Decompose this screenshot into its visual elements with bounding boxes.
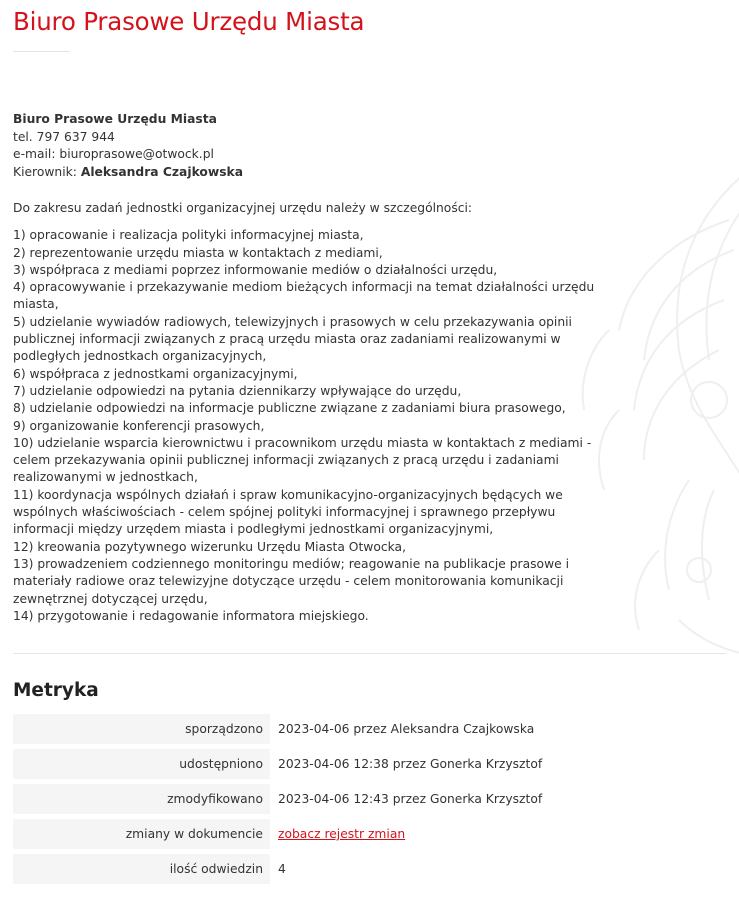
- metryka-label: udostępniono: [13, 749, 270, 779]
- list-item: 1) opracowanie i realizacja polityki informacyjnej miasta,: [13, 228, 364, 243]
- list-item: 5) udzielanie wywiadów radiowych, telewizyjnych i prasowych w celu przekazywania opinii publicznej informacji związanych z pracą urzędu miasta oraz zadaniami realizowanymi w podległych jednostkach organizacyjnych,: [13, 314, 572, 364]
- list-item: 14) przygotowanie i redagowanie informatora miejskiego.: [13, 608, 369, 623]
- contact-email: e-mail: biuroprasowe@otwock.pl: [13, 147, 214, 161]
- contact-manager: [13, 164, 726, 182]
- contact-phone: tel. 797 637 944: [13, 129, 115, 144]
- table-row: [13, 714, 542, 744]
- list-item: 6) współpraca z jednostkami organizacyjnymi,: [13, 366, 298, 381]
- list-item: 9) organizowanie konferencji prasowych,: [13, 418, 265, 433]
- page-title: Biuro Prasowe Urzędu Miasta: [13, 7, 365, 36]
- metryka-value: 2023-04-06 12:43 przez Gonerka Krzysztof: [278, 792, 543, 807]
- metryka-value: 2023-04-06 przez Aleksandra Czajkowska: [278, 722, 535, 737]
- metryka-title: Metryka: [13, 680, 99, 702]
- metryka-value: 4: [278, 862, 286, 877]
- list-item: 12) kreowania pozytywnego wizerunku Urzędu Miasta Otwocka,: [13, 539, 407, 554]
- metryka-value: [270, 819, 542, 849]
- list-item: 3) współpraca z mediami poprzez informowanie mediów o działalności urzędu,: [13, 262, 498, 277]
- table-row: [13, 819, 542, 849]
- contact-block: [13, 111, 726, 181]
- change-log-link[interactable]: zobacz rejestr zmian: [278, 827, 406, 842]
- metryka-label: ilość odwiedzin: [13, 854, 270, 884]
- manager-label: Kierownik:: [13, 164, 77, 179]
- list-item: 11) koordynacja wspólnych działań i spraw komunikacyjno-organizacyjnych będących we wspólnych właściwościach - celem spójnej polityki informacyjnej i sprawnego przepływu informacji między urzędem miasta i podległymi jednostkami organizacyjnymi,: [13, 487, 563, 537]
- list-item: 13) prowadzeniem codziennego monitoringu mediów; reagowanie na publikacje prasowe i materiały radiowe oraz telewizyjne dotyczące urzędu - celem monitorowania komunikacji zewnętrznej dotyczącej urzędu,: [13, 556, 570, 606]
- intro-text: Do zakresu zadań jednostki organizacyjnej urzędu należy w szczególności:: [13, 201, 473, 215]
- metryka-label: zmiany w dokumencie: [13, 819, 270, 849]
- table-row: [13, 784, 542, 814]
- metryka-label: zmodyfikowano: [13, 784, 270, 814]
- manager-name: Aleksandra Czajkowska: [80, 164, 244, 179]
- list-item: 2) reprezentowanie urzędu miasta w kontaktach z mediami,: [13, 245, 383, 260]
- metryka-table: [13, 709, 542, 889]
- title-divider: [13, 51, 70, 52]
- metryka-label: sporządzono: [13, 714, 270, 744]
- section-divider: [13, 653, 726, 654]
- duties-list: [13, 227, 613, 625]
- metryka-value: 2023-04-06 12:38 przez Gonerka Krzysztof: [278, 757, 543, 772]
- list-item: 4) opracowywanie i przekazywanie mediom bieżących informacji na temat działalności urzędu miasta,: [13, 280, 595, 312]
- list-item: 7) udzielanie odpowiedzi na pytania dziennikarzy wpływające do urzędu,: [13, 383, 462, 398]
- list-item: 10) udzielanie wsparcia kierownictwu i pracownikom urzędu miasta w kontaktach z mediami - celem przekazywania opinii publicznej informacji związanych z pracą urzędu i zadaniami realizowanymi w jednostkach,: [13, 435, 592, 485]
- contact-name: Biuro Prasowe Urzędu Miasta: [13, 112, 217, 126]
- list-item: 8) udzielanie odpowiedzi na informacje publiczne związane z zadaniami biura prasowego,: [13, 401, 566, 416]
- table-row: [13, 749, 542, 779]
- table-row: [13, 854, 542, 884]
